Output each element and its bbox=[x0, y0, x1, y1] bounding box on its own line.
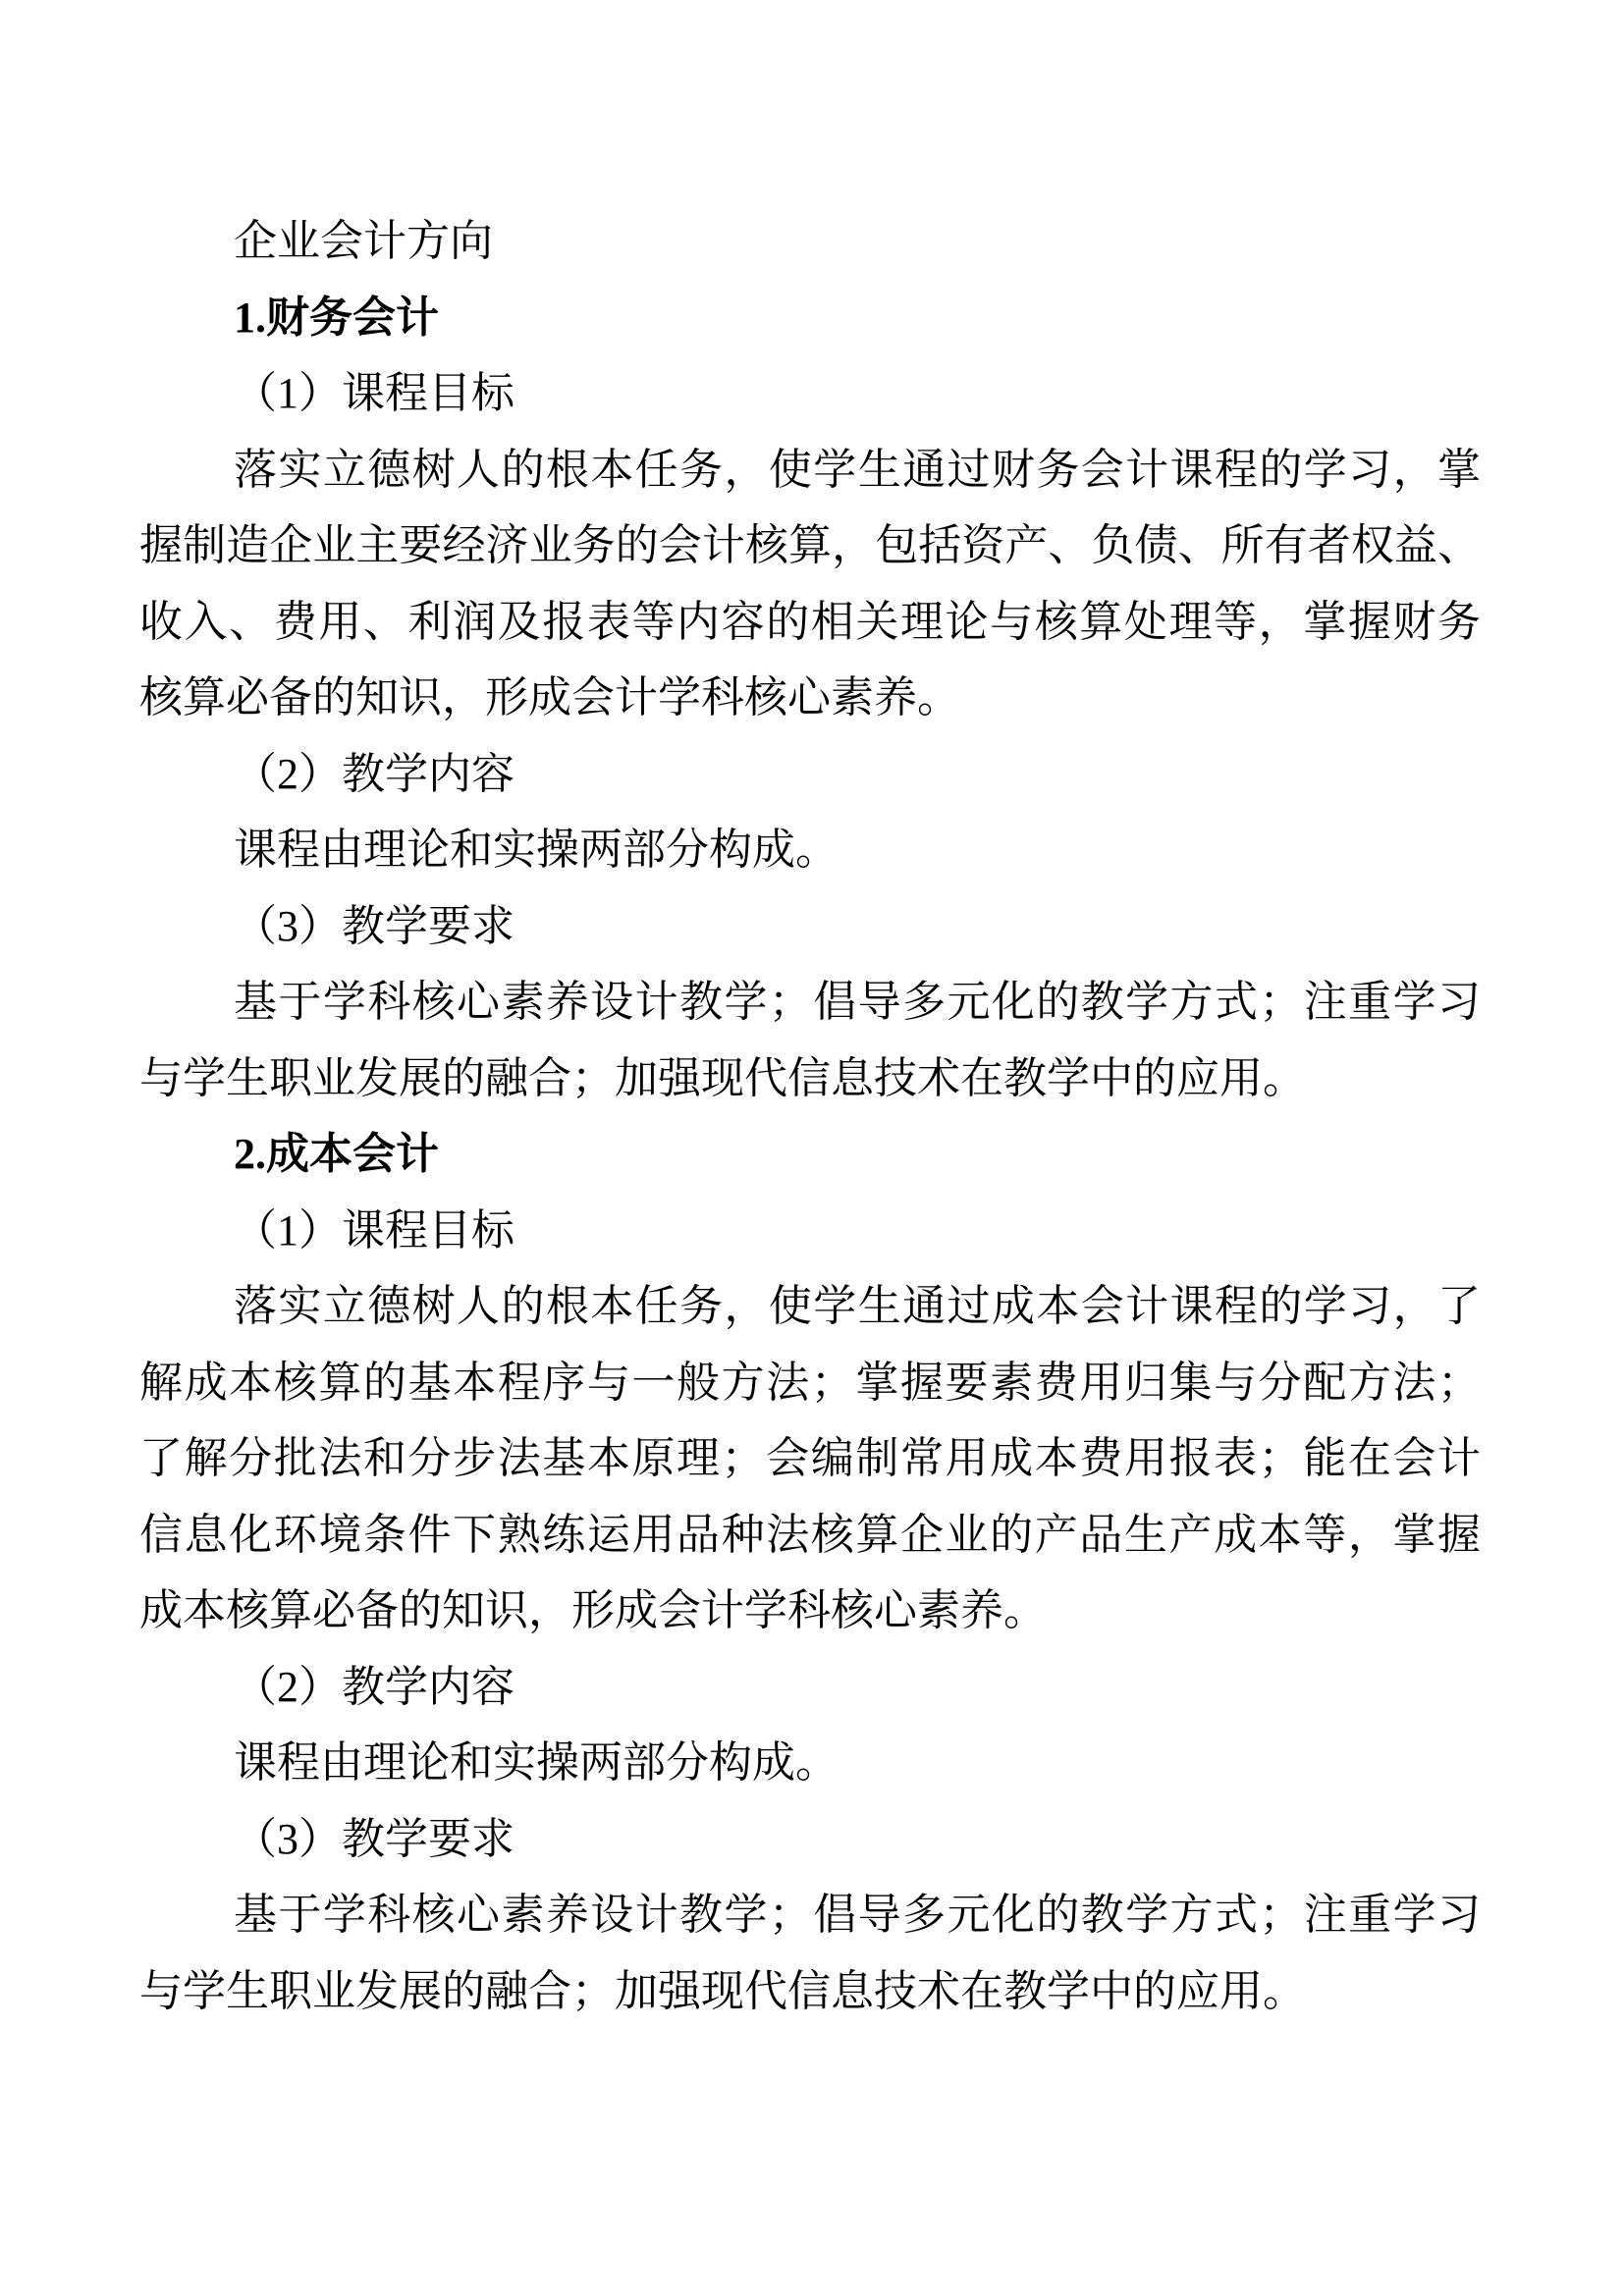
text-line: 与学生职业发展的融合；加强现代信息技术在教学中的应用。 bbox=[139, 1053, 1306, 1102]
text-line: 基于学科核心素养设计教学；倡导多元化的教学方式；注重学习 bbox=[234, 978, 1481, 1026]
text-line: 核算必备的知识，形成会计学科核心素养。 bbox=[139, 673, 960, 721]
para-teaching-content-text-1 bbox=[139, 812, 1481, 888]
text-line: （1）课程目标 bbox=[234, 369, 514, 417]
text-line: （2）教学内容 bbox=[234, 749, 514, 798]
text-line: （3）教学要求 bbox=[234, 1814, 514, 1863]
para-course-objective-label-2 bbox=[139, 1193, 1481, 1269]
para-teaching-requirement-text-2 bbox=[139, 1877, 1481, 2029]
text-line: 信息化环境条件下熟练运用品种法核算企业的产品生产成本等，掌握 bbox=[139, 1510, 1481, 1559]
text-line: （2）教学内容 bbox=[234, 1662, 514, 1711]
heading-financial-accounting bbox=[139, 280, 1481, 356]
text-line: 基于学科核心素养设计教学；倡导多元化的教学方式；注重学习 bbox=[234, 1891, 1481, 1939]
text-line: 企业会计方向 bbox=[234, 217, 493, 265]
text-line: （3）教学要求 bbox=[234, 901, 514, 950]
text-line: 收入、费用、利润及报表等内容的相关理论与核算处理等，掌握财务 bbox=[139, 597, 1481, 646]
text-line: 落实立德树人的根本任务，使学生通过财务会计课程的学习，掌 bbox=[234, 445, 1481, 494]
para-course-objective-label-1 bbox=[139, 355, 1481, 432]
text-block bbox=[139, 203, 1481, 2029]
para-teaching-requirement-text-1 bbox=[139, 964, 1481, 1116]
text-line: 了解分批法和分步法基本原理；会编制常用成本费用报表；能在会计 bbox=[139, 1434, 1481, 1482]
text-line: 成本核算必备的知识，形成会计学科核心素养。 bbox=[139, 1586, 1047, 1634]
text-line: 与学生职业发展的融合；加强现代信息技术在教学中的应用。 bbox=[139, 1966, 1306, 2015]
text-line: 落实立德树人的根本任务，使学生通过成本会计课程的学习，了 bbox=[234, 1282, 1481, 1330]
para-teaching-content-label-2 bbox=[139, 1649, 1481, 1726]
heading-cost-accounting bbox=[139, 1116, 1481, 1193]
para-teaching-content-text-2 bbox=[139, 1725, 1481, 1801]
text-line: （1）课程目标 bbox=[234, 1205, 514, 1255]
para-teaching-requirement-label-2 bbox=[139, 1801, 1481, 1878]
text-line: 1.财务会计 bbox=[234, 293, 439, 342]
para-teaching-requirement-label-1 bbox=[139, 888, 1481, 965]
para-section-title bbox=[139, 203, 1481, 280]
para-course-objective-text-1 bbox=[139, 432, 1481, 736]
text-line: 握制造企业主要经济业务的会计核算，包括资产、负债、所有者权益、 bbox=[139, 521, 1481, 569]
text-line: 2.成本会计 bbox=[234, 1130, 439, 1178]
para-teaching-content-label-1 bbox=[139, 736, 1481, 813]
para-course-objective-text-2 bbox=[139, 1268, 1481, 1649]
text-line: 课程由理论和实操两部分构成。 bbox=[234, 1738, 839, 1787]
text-line: 解成本核算的基本程序与一般方法；掌握要素费用归集与分配方法； bbox=[139, 1358, 1481, 1407]
text-line: 课程由理论和实操两部分构成。 bbox=[234, 826, 839, 874]
